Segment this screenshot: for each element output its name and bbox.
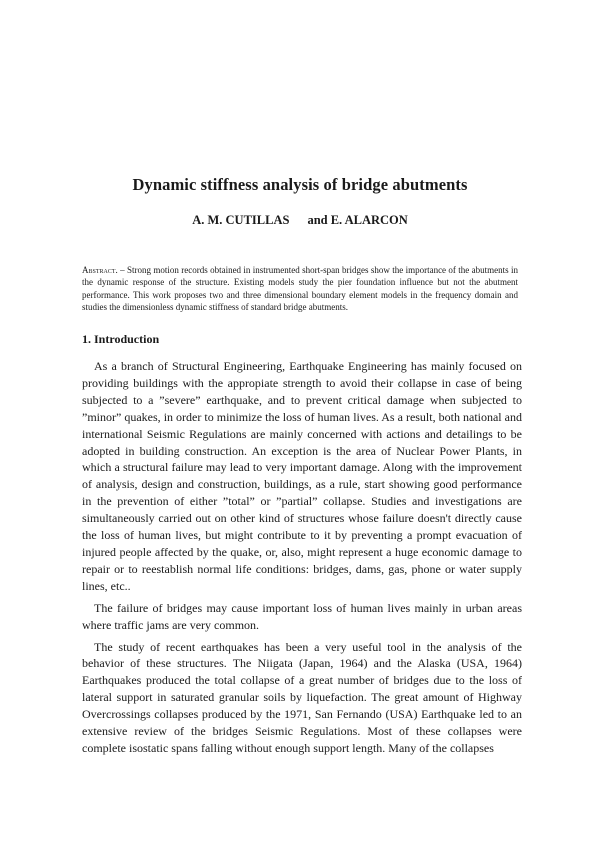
section-heading-introduction: 1. Introduction [82, 332, 160, 346]
abstract-label: Abstract. [82, 265, 118, 275]
introduction-body [82, 358, 522, 762]
author-1: A. M. CUTILLAS [192, 213, 290, 227]
author-2: and E. ALARCON [307, 213, 408, 227]
abstract-text: – Strong motion records obtained in instrumented short-span bridges show the importance of the abutments in the dynamic response of the structure. Existing models study the pier foundation influence but not the abutment performance. This work proposes two and three dimensional boundary element models in the frequency domain and studies the dimensionless dynamic stiffness of standard bridge abutments. [82, 265, 518, 313]
paragraph-1: As a branch of Structural Engineering, Earthquake Engineering has mainly focused on providing buildings with the appropiate strength to avoid their collapse in case of being subjected to a ”severe” earthquake, and to prevent critical damage when subjected to ”minor” quakes, in order to minimize the loss of human lives. As a result, both national and international Seismic Regulations are mainly concerned with actions and detailings to be adopted in building construction. An exception is the area of Nuclear Power Plants, in which a structural failure may lead to very important damage. Along with the improvement of analysis, design and construction, buildings, as a rule, start showing good performance in the prevention of either ”total” or ”partial” collapse. Studies and investigations are simultaneously carried out on other kind of structures whose failure doesn't directly cause the loss of human lives, but might contribute to it by preventing a prompt evacuation of injured people affected by the quake, or, also, might represent a huge economic damage to repair or to reestablish normal life conditions: bridges, dams, gas, phone or water supply lines, etc.. [82, 359, 522, 593]
abstract [82, 264, 518, 314]
paragraph-2: The failure of bridges may cause important loss of human lives mainly in urban areas where traffic jams are very common. [82, 600, 522, 632]
paragraph-3: The study of recent earthquakes has been a very useful tool in the analysis of the behavior of these structures. The Niigata (Japan, 1964) and the Alaska (USA, 1964) Earthquakes produced the total collapse of a great number of bridges due to the loss of lateral support in saturated granular soils by liquefaction. The great amount of Highway Overcrossings collapses produced by the 1971, San Fernando (USA) Earthquake led to an extensive review of the bridges Seismic Regulations. Most of these collapses were complete isostatic spans falling without enough support length. Many of the collapses [82, 639, 522, 755]
paper-title: Dynamic stiffness analysis of bridge abutments [132, 175, 468, 194]
author-line [0, 213, 600, 228]
